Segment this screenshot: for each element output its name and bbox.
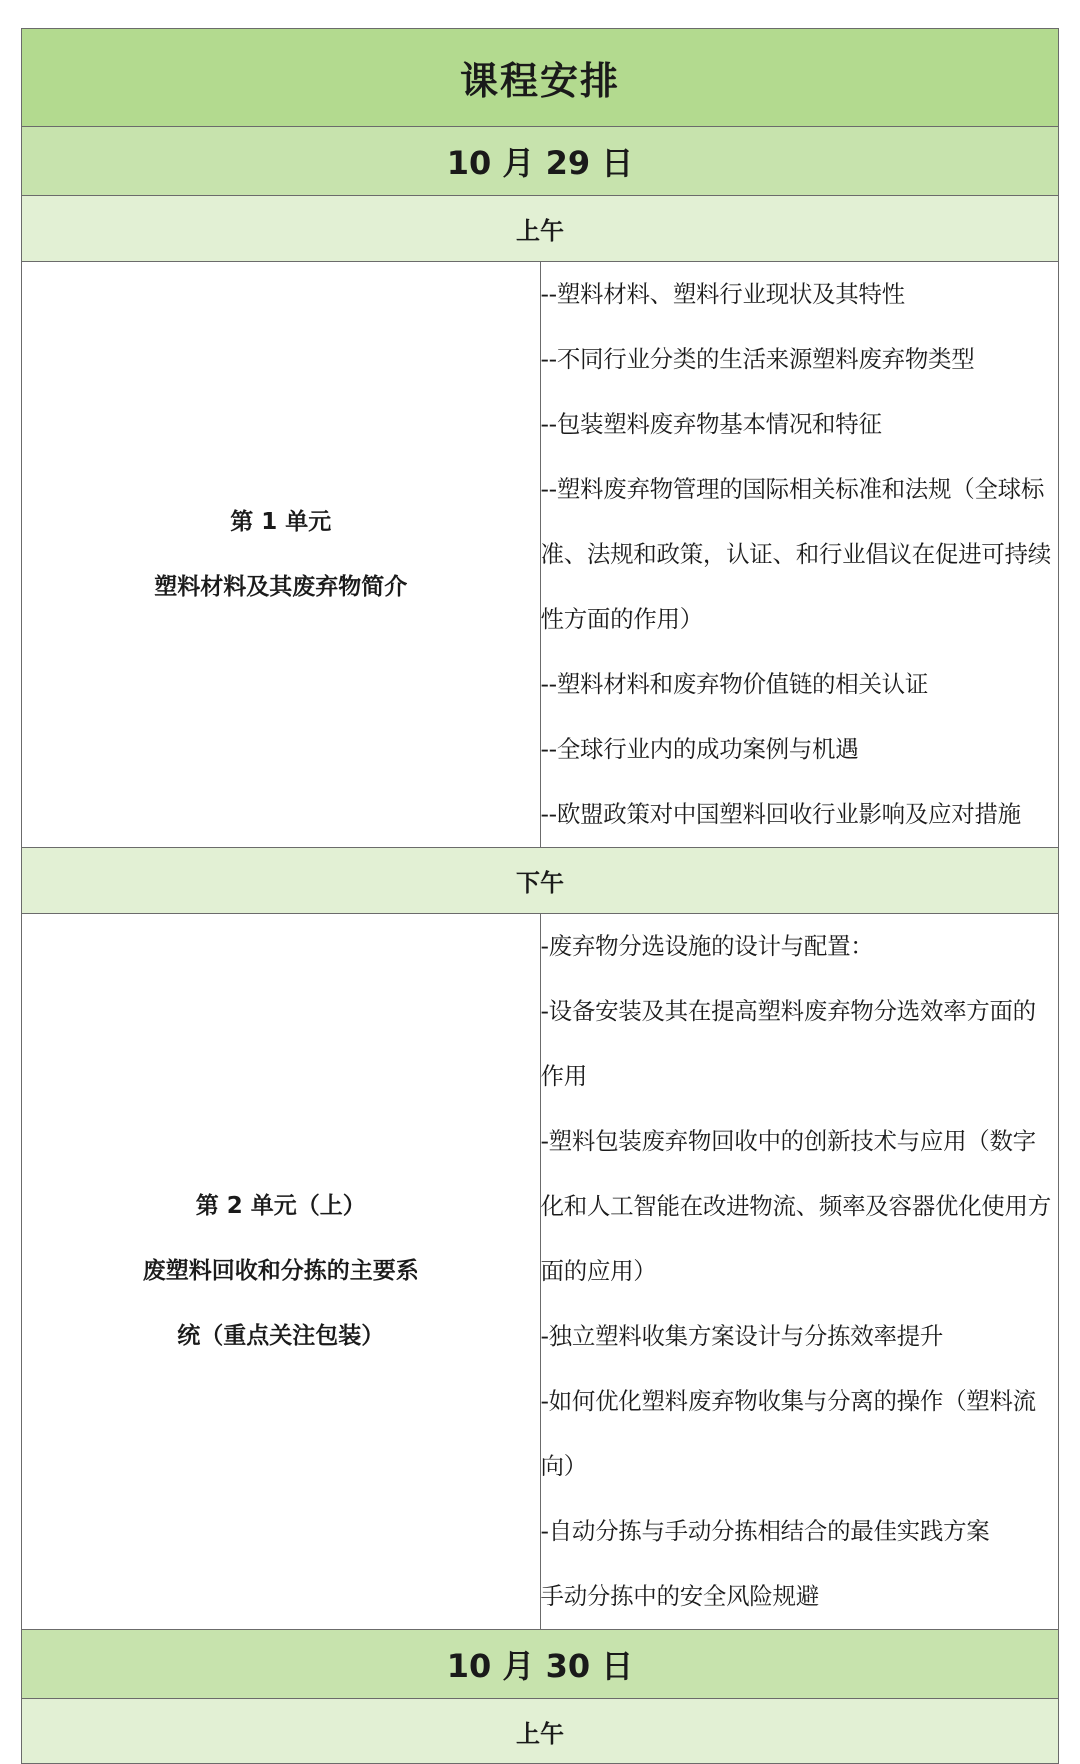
date-heading: 10 月 29 日 xyxy=(22,127,1059,196)
date-heading: 10 月 30 日 xyxy=(22,1630,1059,1699)
date-row xyxy=(22,1630,1059,1699)
topic-item: --塑料材料、塑料行业现状及其特性 xyxy=(540,280,905,308)
unit-cell xyxy=(22,262,541,848)
period-heading: 上午 xyxy=(22,196,1059,262)
schedule-title: 课程安排 xyxy=(22,29,1059,127)
title-row xyxy=(22,29,1059,127)
topic-item: --不同行业分类的生活来源塑料废弃物类型 xyxy=(540,345,975,373)
date-row xyxy=(22,127,1059,196)
topic-item: --全球行业内的成功案例与机遇 xyxy=(540,735,859,763)
unit-cell xyxy=(22,914,541,1630)
unit-subtitle: 塑料材料及其废弃物简介 xyxy=(154,573,408,600)
unit-name: 第 1 单元 xyxy=(230,508,332,535)
topic-item: --包装塑料废弃物基本情况和特征 xyxy=(540,410,882,438)
unit-row xyxy=(22,262,1059,848)
unit-row xyxy=(22,914,1059,1630)
unit-subtitle: 废塑料回收和分拣的主要系 xyxy=(142,1258,419,1284)
unit-name: 第 2 单元（上） xyxy=(195,1193,366,1219)
topic-item: 手动分拣中的安全风险规避 xyxy=(540,1582,819,1610)
period-heading: 上午 xyxy=(22,1699,1059,1764)
topic-item: -塑料包装废弃物回收中的创新技术与应用（数字化和人工智能在改进物流、频率及容器优化使用方面的应用） xyxy=(540,1127,1051,1285)
topic-item: -设备安装及其在提高塑料废弃物分选效率方面的作用 xyxy=(540,997,1036,1090)
topic-item: -如何优化塑料废弃物收集与分离的操作（塑料流向） xyxy=(540,1387,1036,1480)
period-heading: 下午 xyxy=(22,848,1059,914)
period-row xyxy=(22,848,1059,914)
topic-item: --欧盟政策对中国塑料回收行业影响及应对措施 xyxy=(540,800,1021,828)
topics-cell xyxy=(540,262,1059,848)
topic-item: --塑料废弃物管理的国际相关标准和法规（全球标准、法规和政策，认证、和行业倡议在促进可持续性方面的作用） xyxy=(540,475,1051,633)
topic-item: -废弃物分选设施的设计与配置： xyxy=(540,932,874,960)
schedule-table xyxy=(21,28,1059,1764)
period-row xyxy=(22,196,1059,262)
unit-subtitle: 统（重点关注包装） xyxy=(177,1323,385,1349)
topic-item: --塑料材料和废弃物价值链的相关认证 xyxy=(540,670,929,698)
topic-item: -自动分拣与手动分拣相结合的最佳实践方案 xyxy=(540,1517,990,1545)
topics-cell xyxy=(540,914,1059,1630)
topic-item: -独立塑料收集方案设计与分拣效率提升 xyxy=(540,1322,944,1350)
period-row xyxy=(22,1699,1059,1764)
